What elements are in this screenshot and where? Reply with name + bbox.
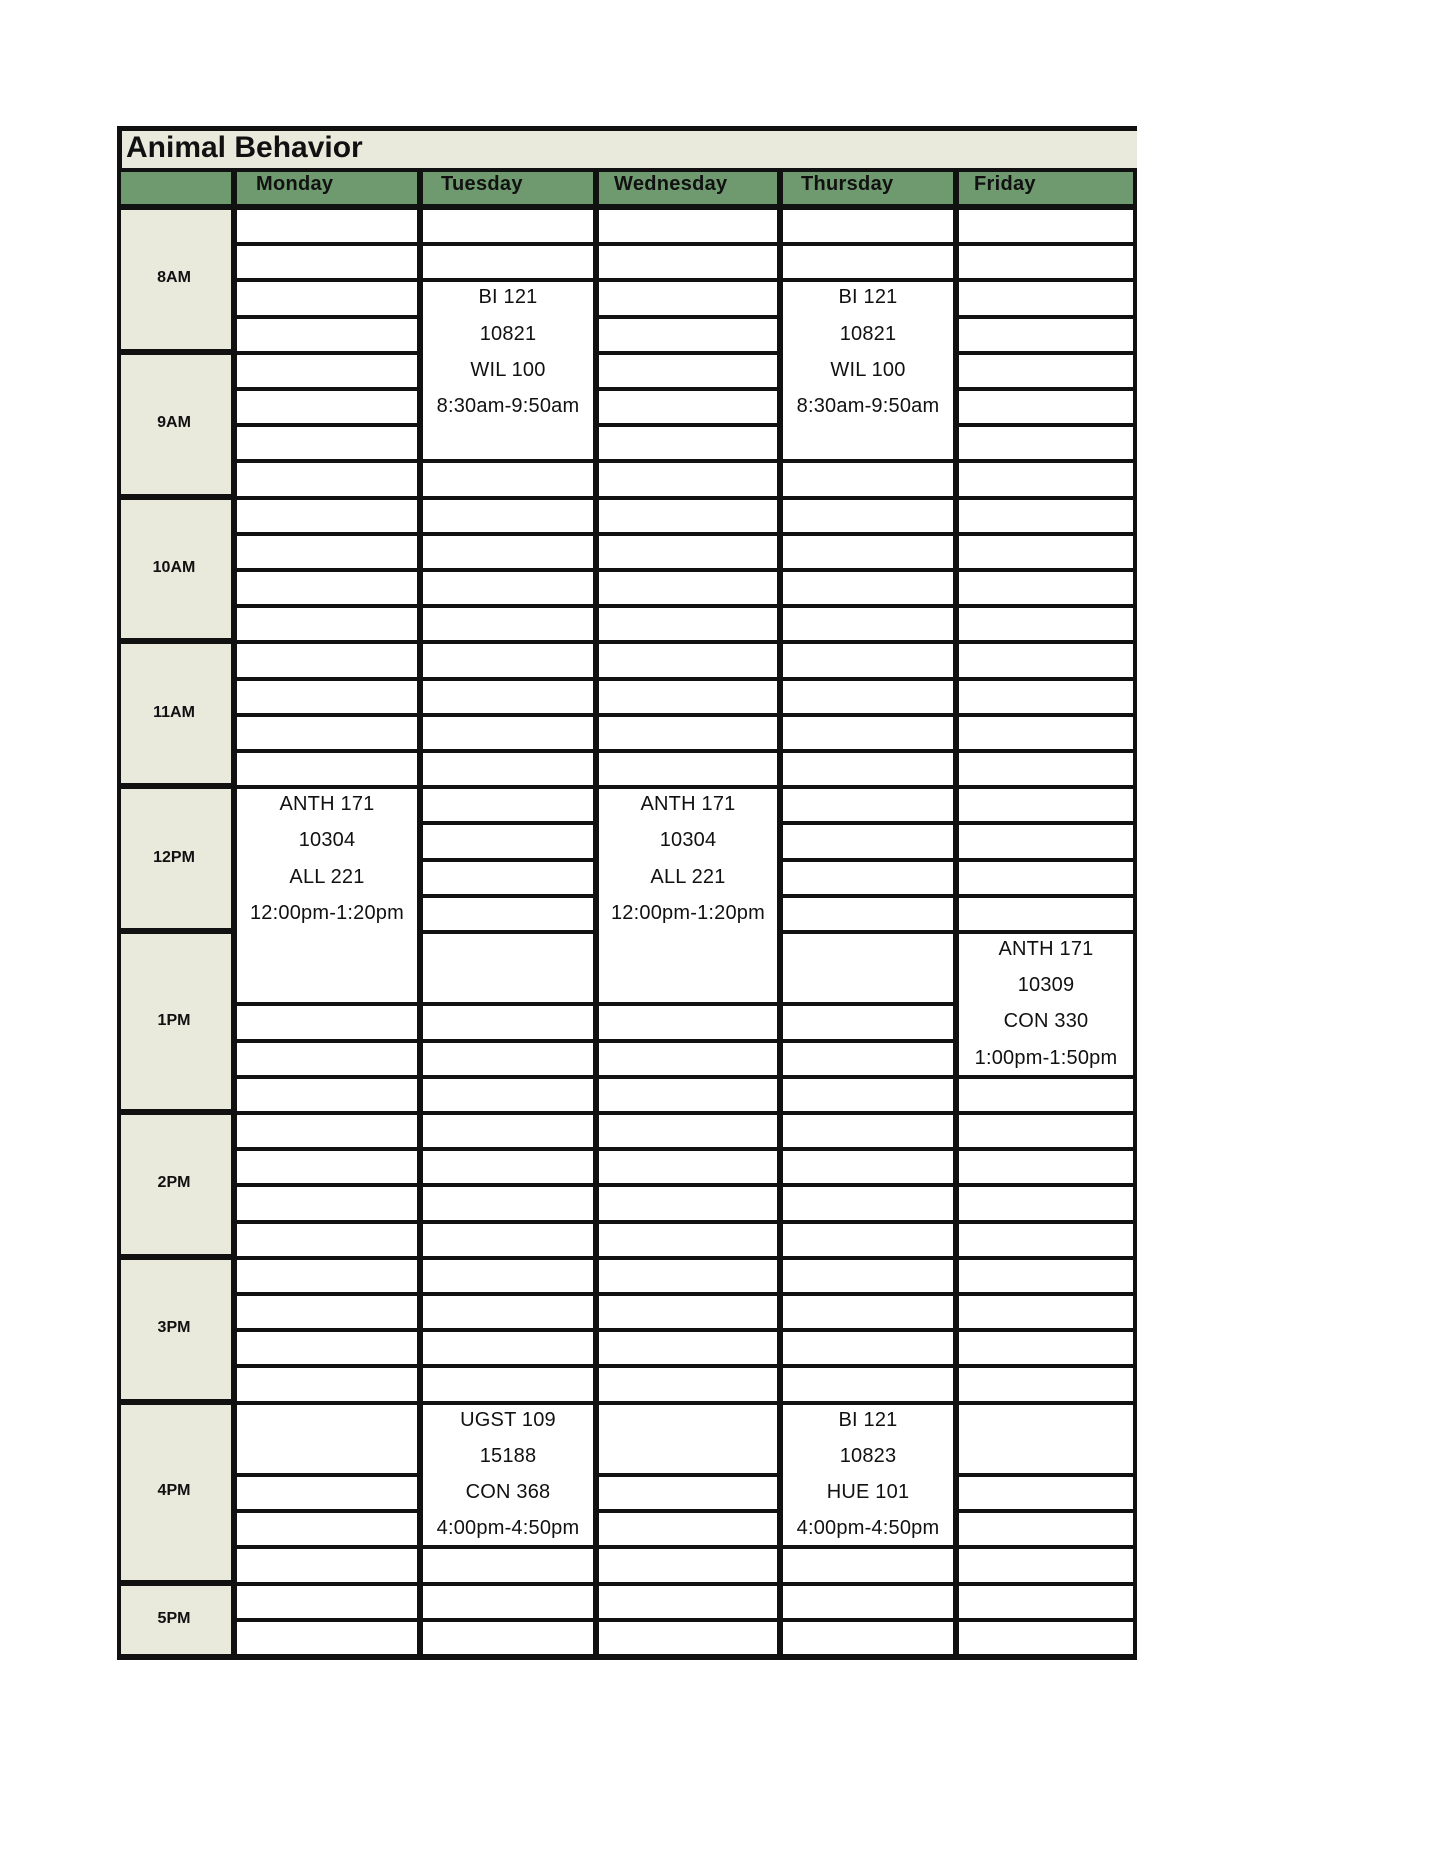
event-crn: 10304: [659, 829, 717, 852]
event-time: 12:00pm-1:20pm: [610, 901, 765, 924]
event-crn: 15188: [479, 1444, 537, 1467]
hour-label: 1PM: [157, 1011, 191, 1029]
event-room: ALL 221: [650, 865, 726, 888]
hour-label: 10AM: [152, 559, 196, 576]
hour-label: 3PM: [157, 1319, 191, 1337]
event-room: CON 368: [465, 1481, 551, 1503]
event-course: UGST 109: [460, 1408, 556, 1431]
hour-label: 8AM: [157, 269, 191, 287]
day-label: Monday: [256, 173, 334, 195]
event-time: 1:00pm-1:50pm: [974, 1046, 1118, 1069]
event-course: BI 121: [838, 286, 898, 309]
event-course: BI 121: [838, 1408, 898, 1431]
day-label: Thursday: [801, 173, 894, 195]
day-label: Tuesday: [441, 173, 523, 195]
event-crn: 10821: [839, 322, 897, 345]
event-time: 4:00pm-4:50pm: [436, 1517, 580, 1540]
event-crn: 10823: [839, 1444, 897, 1467]
event-course: ANTH 171: [998, 938, 1094, 960]
event-crn: 10304: [298, 829, 356, 852]
event-room: ALL 221: [289, 865, 365, 888]
event-course: BI 121: [478, 286, 538, 309]
event-room: CON 330: [1003, 1010, 1089, 1033]
hour-label: 4PM: [157, 1482, 191, 1500]
hour-label: 5PM: [157, 1609, 191, 1627]
hour-label: 2PM: [157, 1174, 191, 1192]
event-course: ANTH 171: [640, 793, 736, 816]
event-room: HUE 101: [826, 1481, 910, 1503]
hour-label: 11AM: [153, 703, 195, 721]
event-course: ANTH 171: [279, 793, 375, 816]
event-room: WIL 100: [470, 358, 546, 381]
event-time: 12:00pm-1:20pm: [249, 901, 404, 924]
hour-label: 12PM: [153, 848, 195, 866]
day-label: Friday: [974, 173, 1036, 195]
hour-label: 9AM: [157, 414, 191, 432]
event-time: 8:30am-9:50am: [796, 395, 940, 417]
schedule-title: Animal Behavior: [126, 131, 363, 164]
event-crn: 10309: [1017, 974, 1075, 997]
event-room: WIL 100: [830, 358, 906, 381]
day-label: Wednesday: [614, 173, 728, 195]
event-time: 4:00pm-4:50pm: [796, 1517, 940, 1540]
event-time: 8:30am-9:50am: [436, 395, 580, 417]
event-crn: 10821: [479, 322, 537, 345]
table-frame: [117, 168, 1137, 1660]
